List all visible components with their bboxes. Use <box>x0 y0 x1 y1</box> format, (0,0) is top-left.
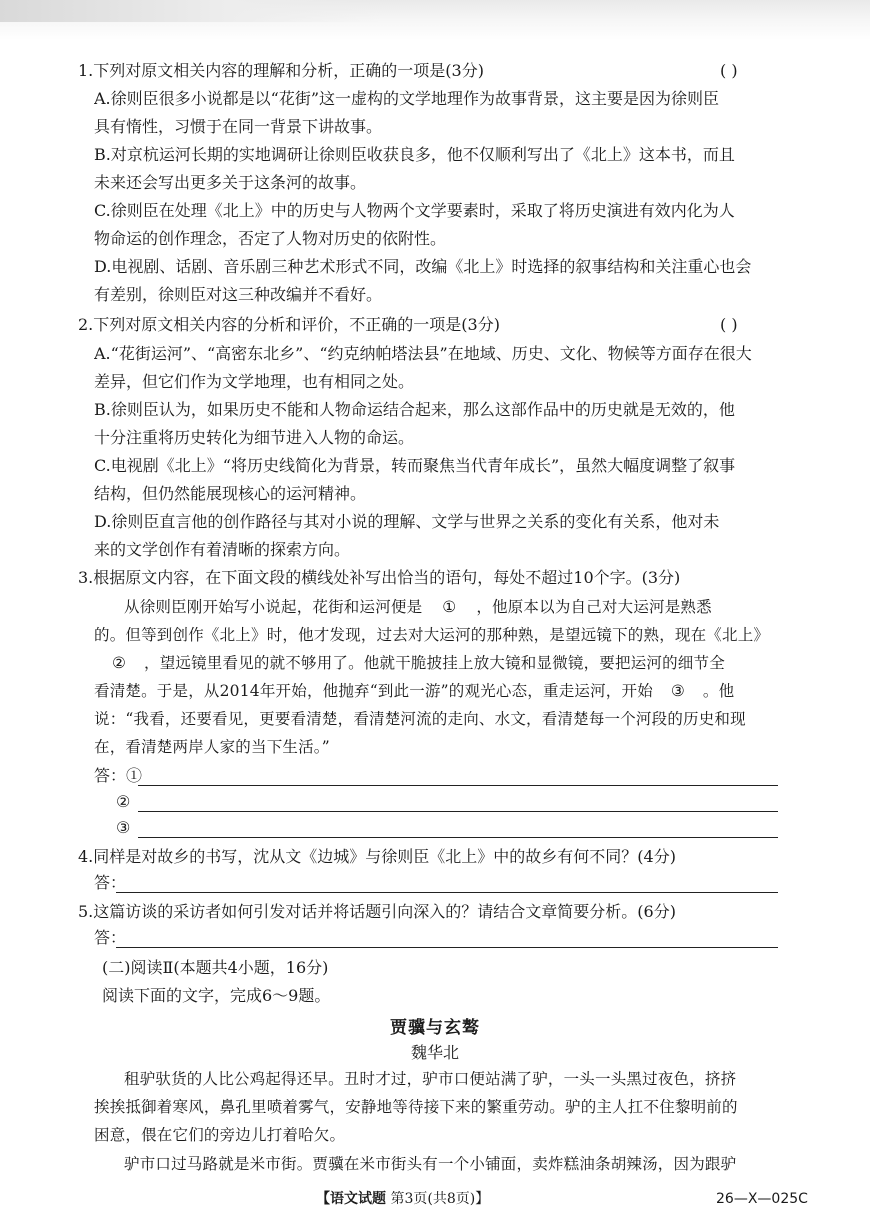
article-title: 贾骥与玄骜 <box>390 1018 480 1038</box>
question-3-answer-1[interactable]: 答：① <box>94 765 784 789</box>
answer-line[interactable] <box>138 785 778 786</box>
question-1-option-c-line1: C.徐则臣在处理《北上》中的历史与人物两个文学要素时，采取了将历史演进有效内化为人 <box>94 201 735 220</box>
page-footer <box>0 1188 870 1210</box>
question-2-stem: 2.下列对原文相关内容的分析和评价，不正确的一项是(3分) <box>78 315 500 334</box>
question-2-option-b-line1: B.徐则臣认为，如果历史不能和人物命运结合起来，那么这部作品中的历史就是无效的，他 <box>94 400 735 419</box>
question-3-passage-line2: 的。但等到创作《北上》时，他才发现，过去对大运河的那种熟，是望远镜下的熟，现在《北上》 <box>94 626 770 644</box>
question-1-option-d-line1: D.电视剧、话剧、音乐剧三种艺术形式不同，改编《北上》时选择的叙事结构和关注重心也会 <box>94 257 752 276</box>
footer-page-number: 第3页(共8页)】 <box>390 1191 490 1207</box>
question-1-option-a-line1: A.徐则臣很多小说都是以“花街”这一虚构的文学地理作为故事背景，这主要是因为徐则臣 <box>94 89 720 108</box>
blank-3: ③ <box>653 680 703 702</box>
article-paragraph-line: 挨挨抵御着寒风，鼻孔里喷着雾气，安静地等待接下来的繁重劳动。驴的主人扛不住黎明前的 <box>94 1098 738 1116</box>
question-2-option-c-line2: 结构，但仍然能展现核心的运河精神。 <box>94 484 367 503</box>
blank-2: ② <box>94 652 144 674</box>
blank-1: ① <box>422 596 476 618</box>
question-3-answer-2[interactable]: ② <box>116 791 784 815</box>
question-1-option-c-line2: 物命运的创作理念，否定了人物对历史的依附性。 <box>94 229 447 248</box>
question-5-answer[interactable]: 答： <box>94 927 784 951</box>
article-paragraph-line: 驴市口过马路就是米市街。贾骥在米市街头有一个小铺面，卖炸糕油条胡辣汤，因为跟驴 <box>124 1155 737 1173</box>
question-1-option-d-line2: 有差别，徐则臣对这三种改编并不看好。 <box>94 285 383 304</box>
question-1-option-b-line1: B.对京杭运河长期的实地调研让徐则臣收获良多，他不仅顺利写出了《北上》这本书，而且 <box>94 145 735 164</box>
question-1-answer-bracket: ( ) <box>720 61 738 80</box>
footer-label: 【语文试题 <box>316 1191 386 1207</box>
question-4-answer[interactable]: 答： <box>94 872 784 896</box>
question-3-passage-line6: 在，看清楚两岸人家的当下生活。” <box>94 738 330 756</box>
answer-line[interactable] <box>116 892 778 893</box>
question-2-option-a-line1: A.“花街运河”、“高密东北乡”、“约克纳帕塔法县”在地域、历史、文化、物候等方面存在很大 <box>94 344 752 363</box>
footer-code: 26—X—025C <box>716 1191 808 1207</box>
answer-line[interactable] <box>138 837 778 838</box>
question-1-option-a-line2: 具有惰性，习惯于在同一背景下讲故事。 <box>94 117 383 136</box>
question-3-passage-line5: 说：“我看，还要看见，更要看清楚，看清楚河流的走向、水文，看清楚每一个河段的历史和现 <box>94 710 746 728</box>
question-4-stem: 4.同样是对故乡的书写，沈从文《边城》与徐则臣《北上》中的故乡有何不同？(4分) <box>78 847 676 866</box>
question-5-stem: 5.这篇访谈的采访者如何引发对话并将话题引向深入的？请结合文章简要分析。(6分) <box>78 902 676 921</box>
question-3-passage-line3: ② ，望远镜里看见的就不够用了。他就干脆披挂上放大镜和显微镜，要把运河的细节全 <box>94 652 784 674</box>
question-1-stem: 1.下列对原文相关内容的理解和分析，正确的一项是(3分) <box>78 61 484 80</box>
question-1-option-b-line2: 未来还会写出更多关于这条河的故事。 <box>94 173 367 192</box>
question-3-passage-line1: 从徐则臣刚开始写小说起，花街和运河便是 ① ，他原本以为自己对大运河是熟悉 <box>124 596 784 618</box>
answer-line[interactable] <box>138 811 778 812</box>
question-2-option-d-line2: 来的文学创作有着清晰的探索方向。 <box>94 540 351 559</box>
question-2-option-c-line1: C.电视剧《北上》“将历史线简化为背景，转而聚焦当代青年成长”，虽然大幅度调整了叙事 <box>94 456 736 475</box>
answer-line[interactable] <box>116 947 778 948</box>
question-3-passage-line4: 看清楚。于是，从2014年开始，他抛弃“到此一游”的观光心态，重走运河，开始 ③ 。他 <box>94 680 784 702</box>
question-3-stem: 3.根据原文内容，在下面文段的横线处补写出恰当的语句，每处不超过10个字。(3分) <box>78 568 681 587</box>
question-2-answer-bracket: ( ) <box>720 315 738 334</box>
section-heading: (二)阅读Ⅱ(本题共4小题，16分) <box>102 958 329 977</box>
article-paragraph-line: 租驴驮货的人比公鸡起得还早。丑时才过，驴市口便站满了驴，一头一头黑过夜色，挤挤 <box>124 1070 737 1088</box>
question-2-option-d-line1: D.徐则臣直言他的创作路径与其对小说的理解、文学与世界之关系的变化有关系，他对未 <box>94 512 720 531</box>
section-instruction: 阅读下面的文字，完成6～9题。 <box>102 986 331 1005</box>
question-3-answer-3[interactable]: ③ <box>116 817 784 841</box>
article-paragraph-line: 困意，偎在它们的旁边儿打着哈欠。 <box>94 1126 346 1144</box>
question-2-option-b-line2: 十分注重将历史转化为细节进入人物的命运。 <box>94 428 415 447</box>
question-2-option-a-line2: 差异，但它们作为文学地理，也有相同之处。 <box>94 372 415 391</box>
article-author: 魏华北 <box>410 1043 459 1062</box>
